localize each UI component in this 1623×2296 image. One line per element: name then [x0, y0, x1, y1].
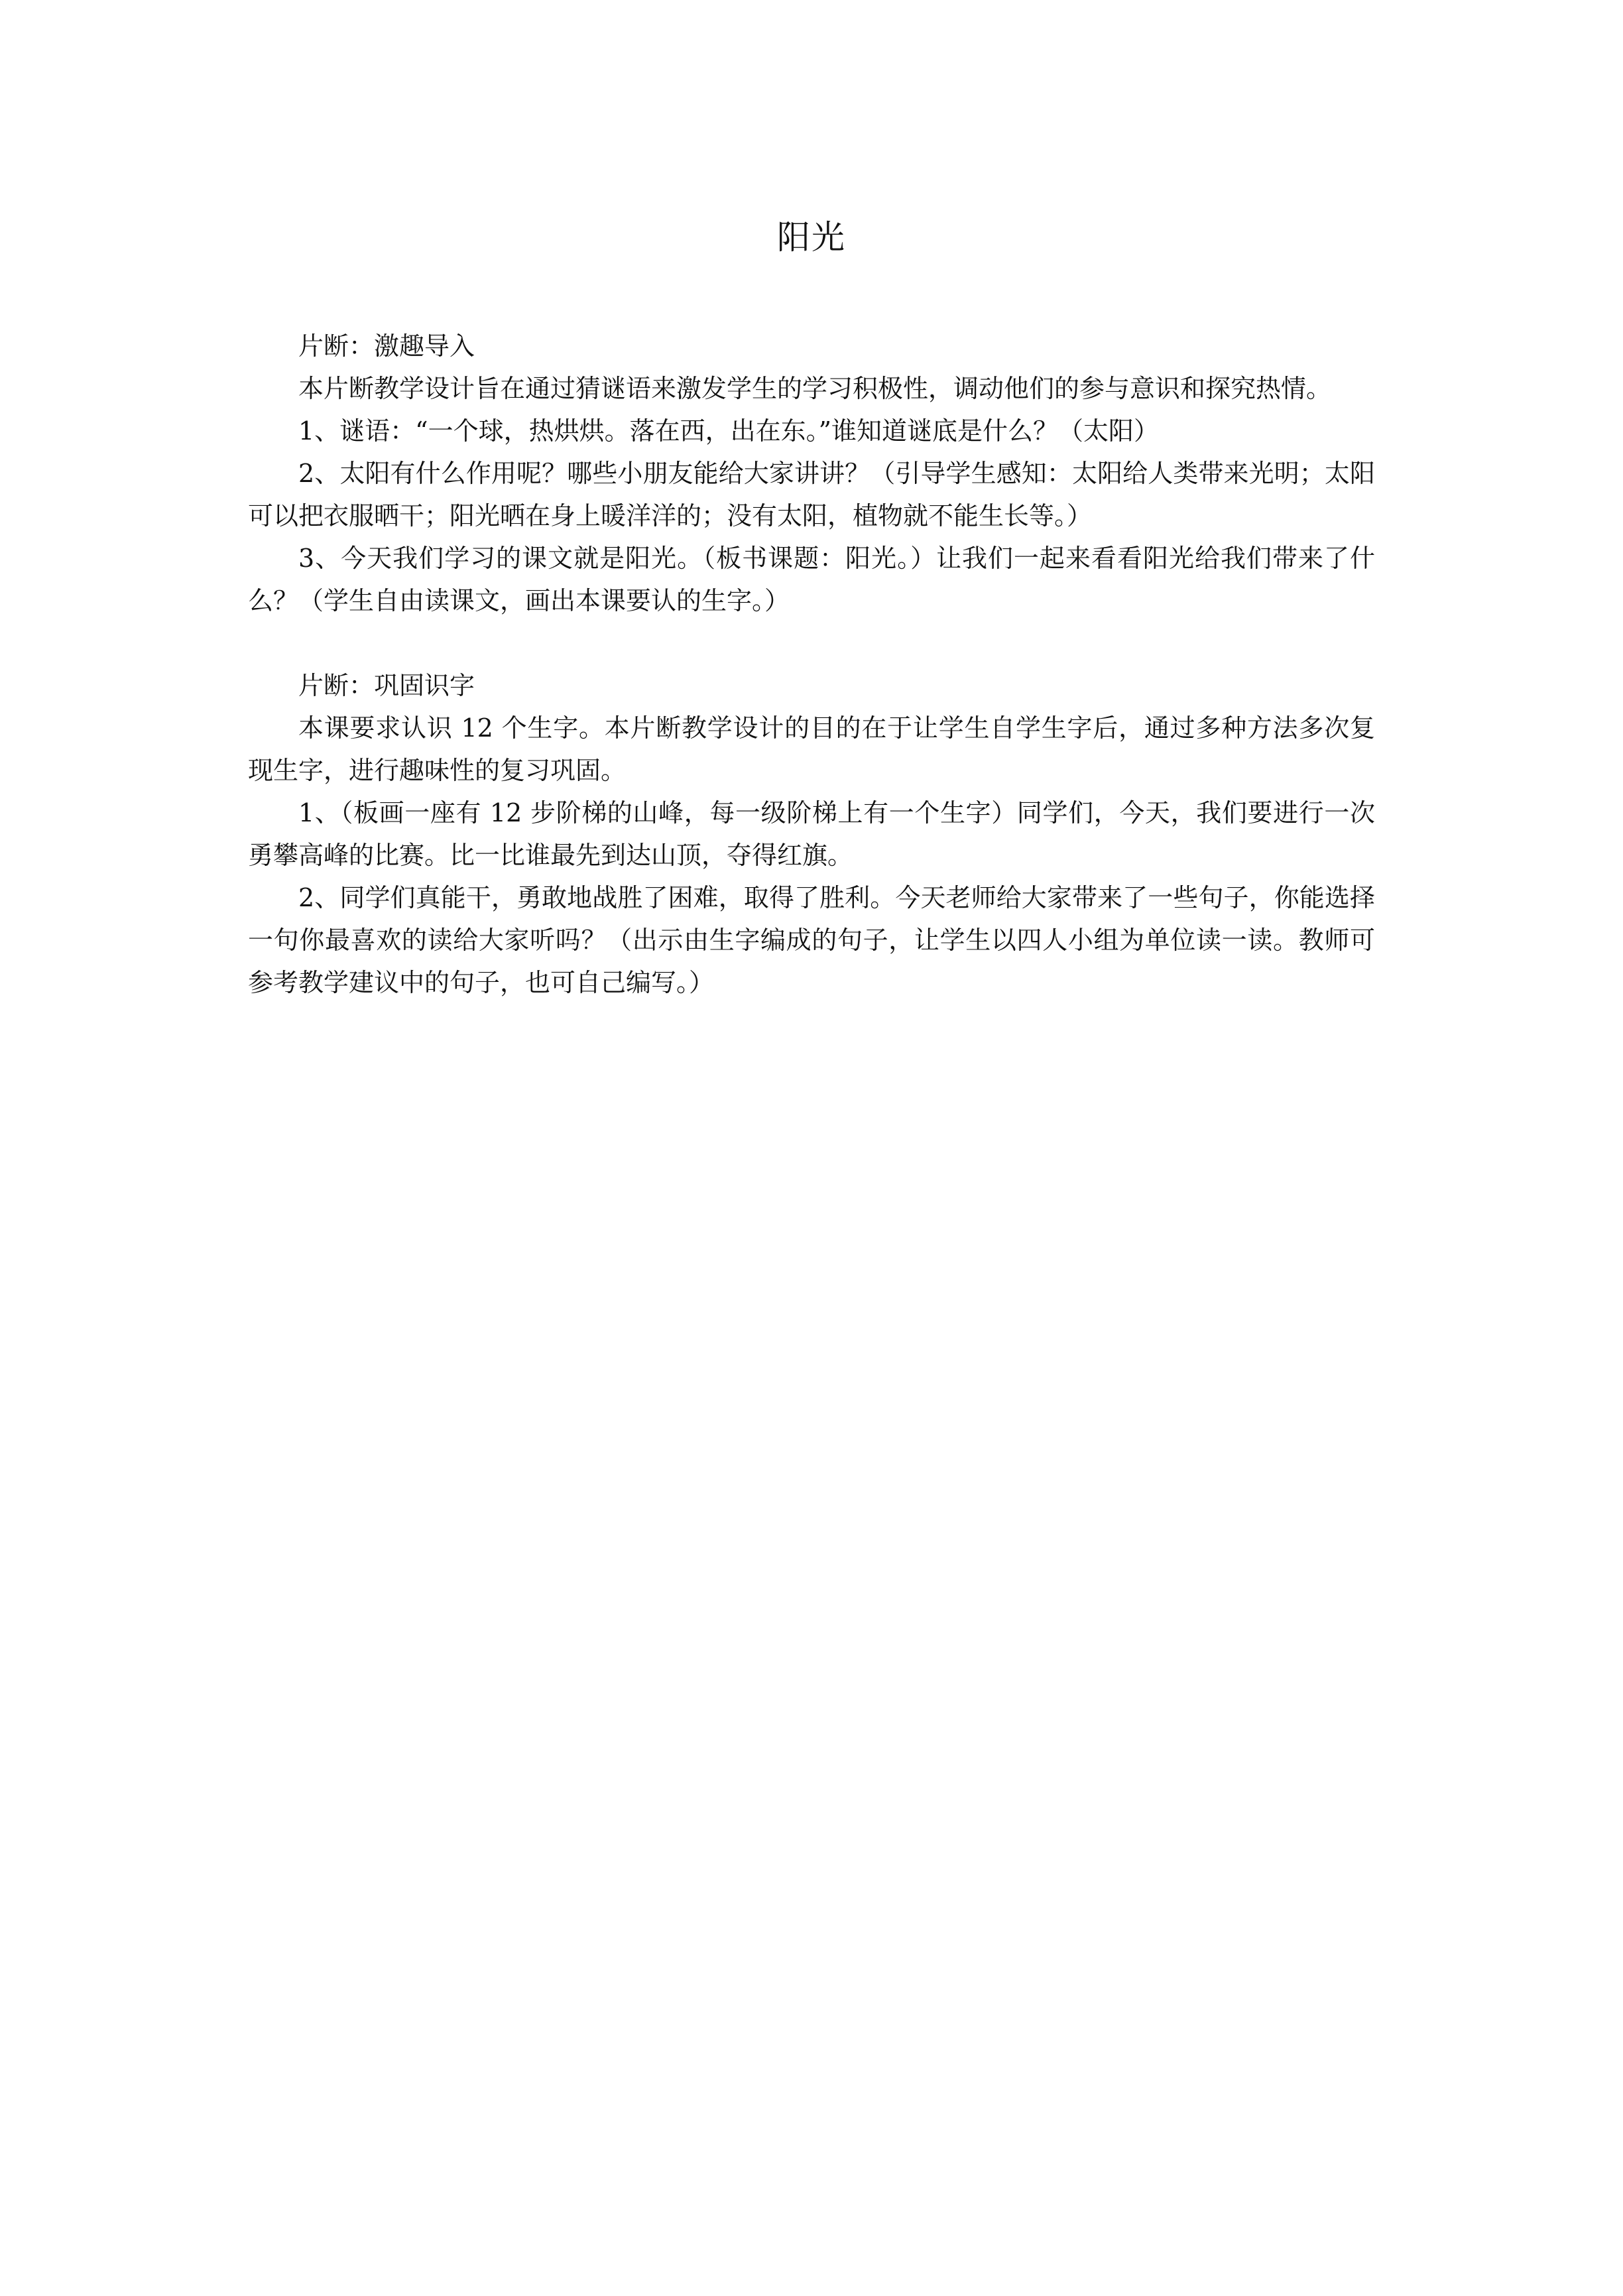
section-heading: 片断：巩固识字 [298, 671, 475, 700]
paragraph: 1、（板画一座有 12 步阶梯的山峰，每一级阶梯上有一个生字）同学们，今天，我们要进行一次勇攀高峰的比赛。比一比谁最先到达山顶，夺得红旗。 [248, 798, 1375, 870]
document-title: 阳光 [777, 218, 846, 257]
paragraph: 1、谜语：“一个球，热烘烘。落在西，出在东。”谁知道谜底是什么？（太阳） [298, 416, 1160, 446]
paragraph: 2、太阳有什么作用呢？哪些小朋友能给大家讲讲？（引导学生感知：太阳给人类带来光明；太阳可以把衣服晒干；阳光晒在身上暖洋洋的；没有太阳，植物就不能生长等。） [248, 459, 1375, 530]
paragraph: 2、同学们真能干，勇敢地战胜了困难，取得了胜利。今天老师给大家带来了一些句子，你能选择一句你最喜欢的读给大家听吗？（出示由生字编成的句子，让学生以四人小组为单位读一读。教师可参考教学建议中的句子，也可自己编写。） [248, 883, 1375, 997]
paragraph: 本片断教学设计旨在通过猜谜语来激发学生的学习积极性，调动他们的参与意识和探究热情。 [298, 374, 1332, 403]
document-body [248, 325, 1375, 1004]
section-heading: 片断：激趣导入 [298, 332, 475, 361]
section-consolidation [248, 664, 1375, 1004]
section-intro [248, 325, 1375, 622]
paragraph: 本课要求认识 12 个生字。本片断教学设计的目的在于让学生自学生字后，通过多种方法多次复现生字，进行趣味性的复习巩固。 [248, 713, 1375, 785]
paragraph: 3、今天我们学习的课文就是阳光。（板书课题：阳光。）让我们一起来看看阳光给我们带来了什么？（学生自由读课文，画出本课要认的生字。） [248, 544, 1375, 615]
